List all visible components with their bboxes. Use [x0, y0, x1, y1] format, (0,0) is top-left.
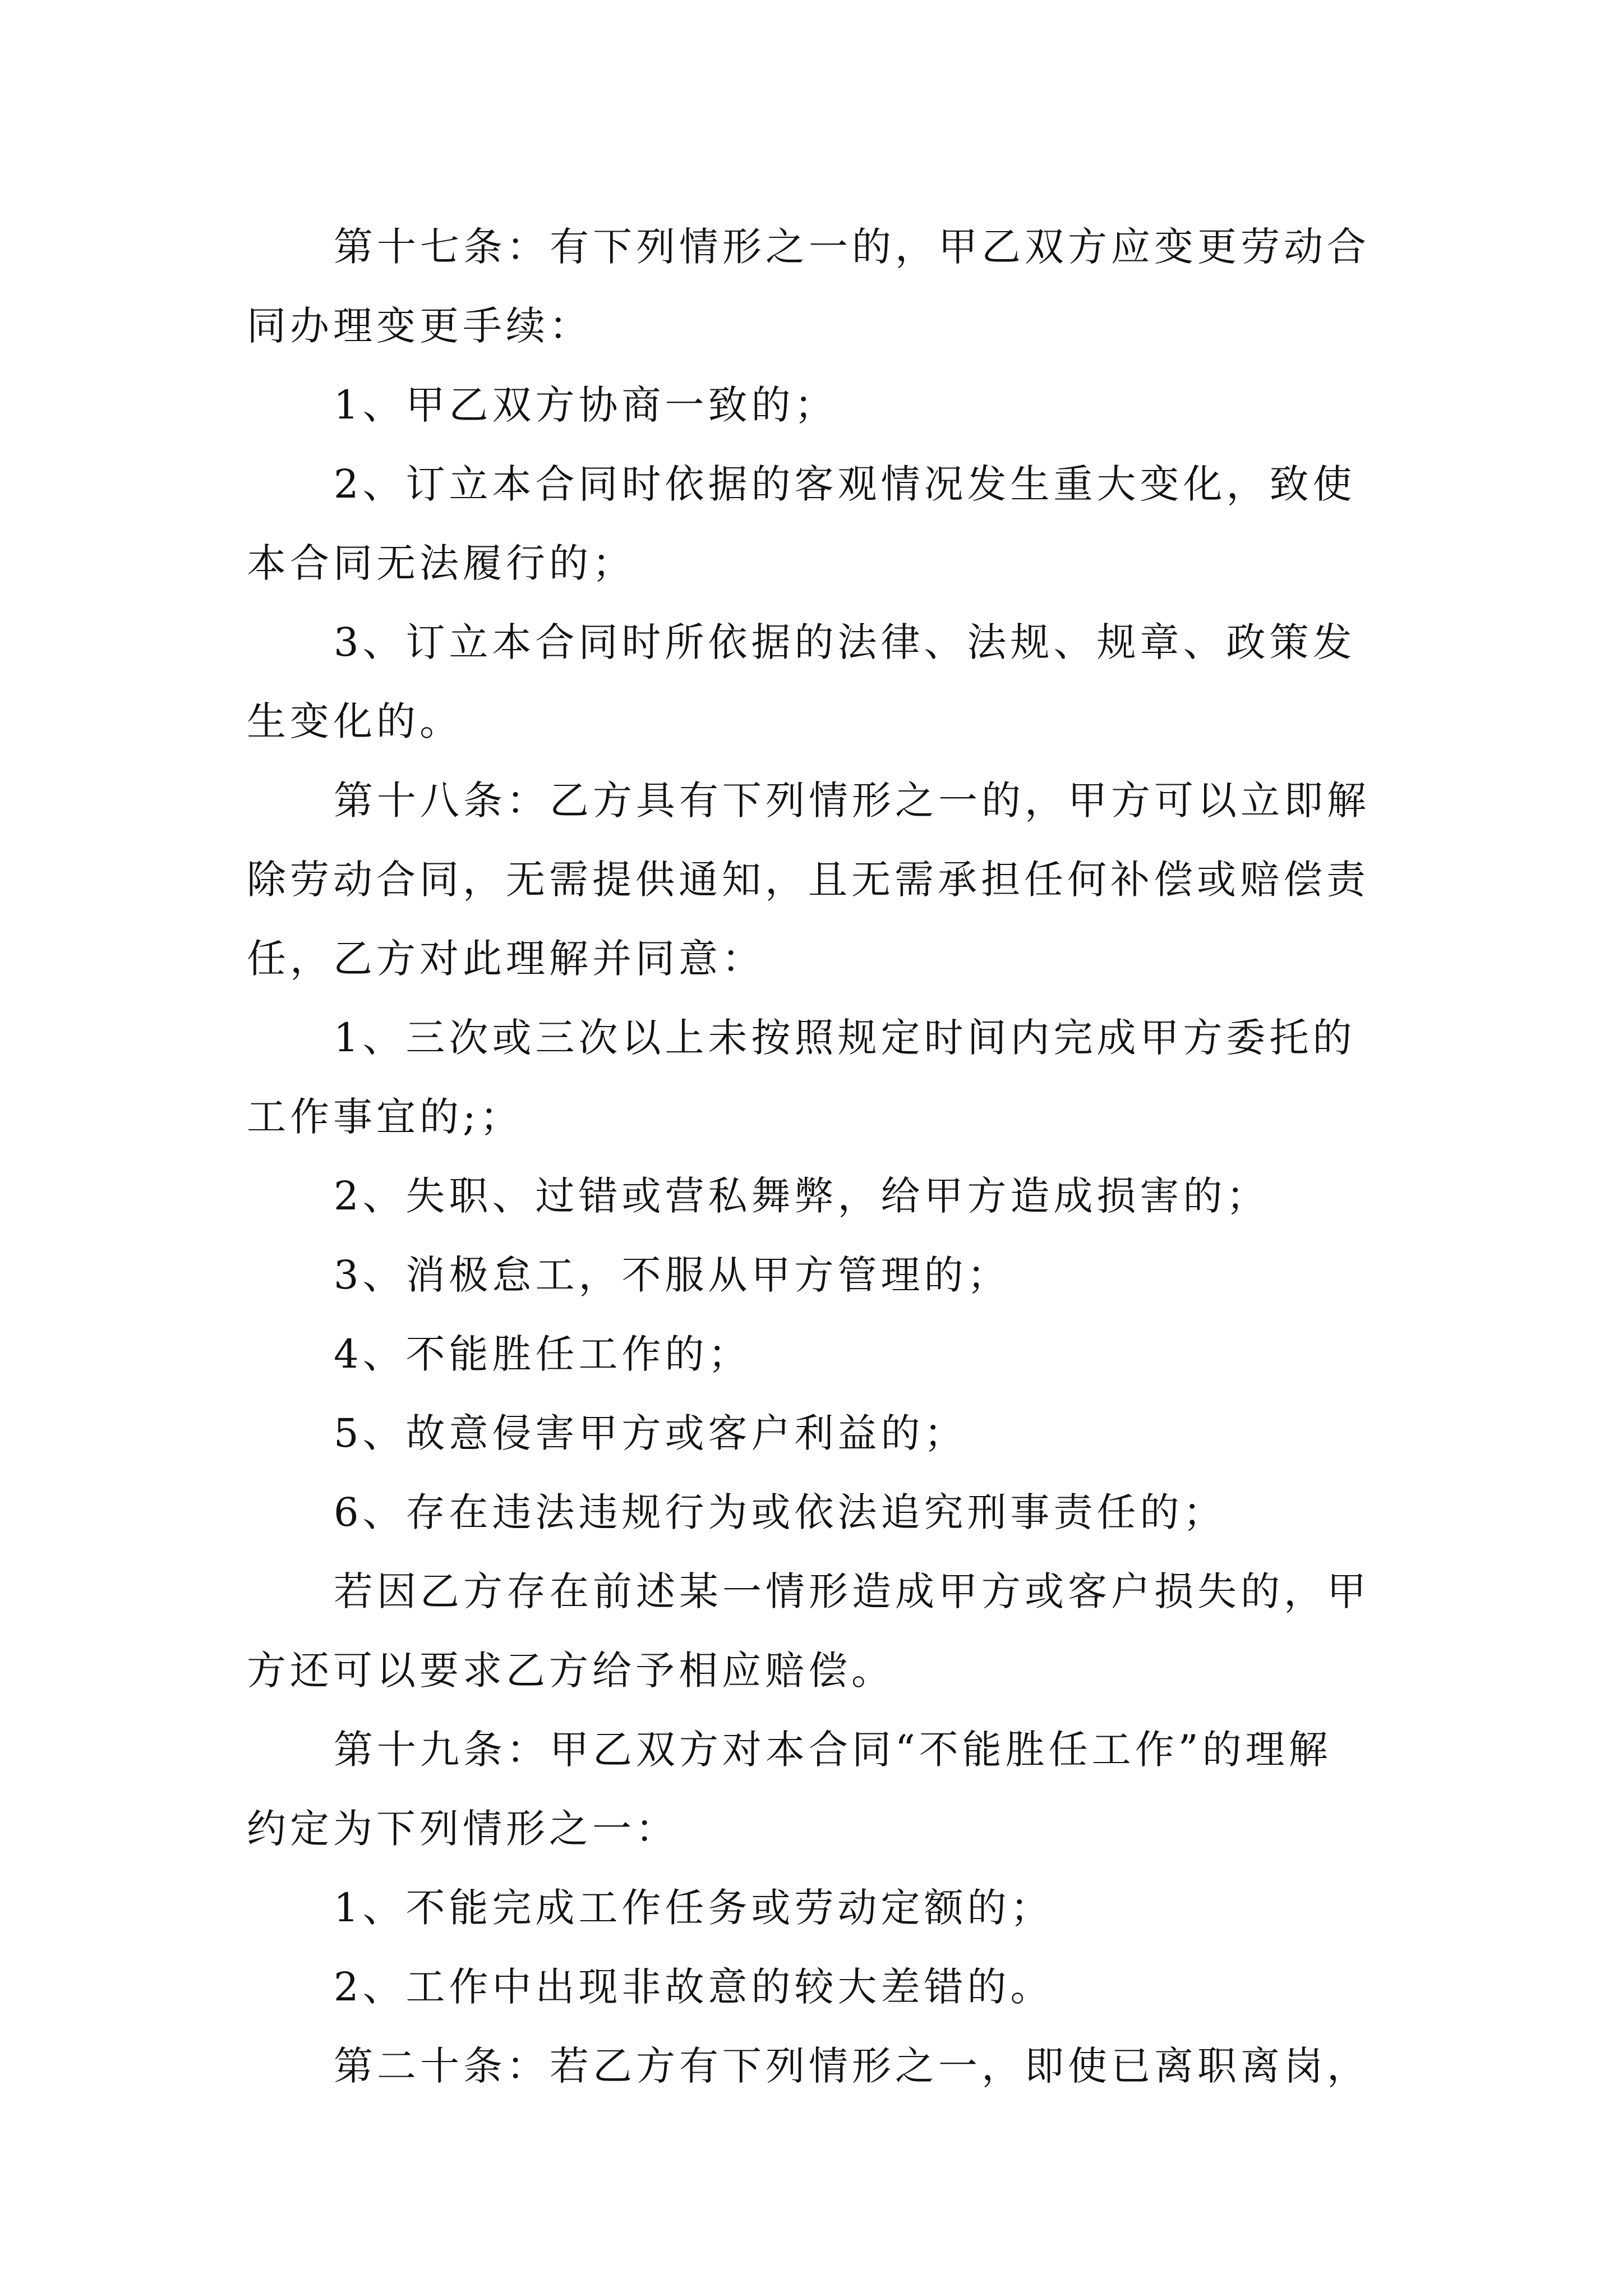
text-line: 5、故意侵害甲方或客户利益的；: [334, 1410, 967, 1456]
text-line: 同办理变更手续：: [247, 303, 592, 349]
text-line: 第十七条：有下列情形之一的，甲乙双方应变更劳动合: [334, 224, 1370, 270]
text-line: 3、订立本合同时所依据的法律、法规、规章、政策发: [334, 619, 1356, 665]
text-line: 2、工作中出现非故意的较大差错的。: [334, 1964, 1054, 2010]
text-line: 6、存在违法违规行为或依法追究刑事责任的；: [334, 1489, 1227, 1535]
text-line: 任，乙方对此理解并同意：: [247, 936, 765, 982]
text-line: 若因乙方存在前述某一情形造成甲方或客户损失的，甲: [334, 1568, 1370, 1614]
contract-text: [247, 208, 1380, 2106]
text-line: 生变化的。: [247, 698, 463, 744]
text-line: 第十八条：乙方具有下列情形之一的，甲方可以立即解: [334, 777, 1370, 823]
text-line: 工作事宜的;；: [247, 1094, 523, 1140]
text-line: 2、失职、过错或营私舞弊，给甲方造成损害的；: [334, 1173, 1270, 1219]
text-line: 4、不能胜任工作的；: [334, 1331, 751, 1377]
text-line: 本合同无法履行的；: [247, 540, 635, 586]
text-line: 2、订立本合同时依据的客观情况发生重大变化，致使: [334, 461, 1356, 507]
text-line: 约定为下列情形之一：: [247, 1806, 679, 1852]
text-line: 1、甲乙双方协商一致的；: [334, 382, 838, 428]
text-line: 除劳动合同，无需提供通知，且无需承担任何补偿或赔偿责: [247, 857, 1370, 903]
text-line: 1、三次或三次以上未按照规定时间内完成甲方委托的: [334, 1015, 1356, 1061]
text-line: 第二十条：若乙方有下列情形之一，即使已离职离岗，: [334, 2043, 1370, 2089]
text-line: 方还可以要求乙方给予相应赔偿。: [247, 1648, 895, 1694]
text-line: 3、消极怠工，不服从甲方管理的；: [334, 1252, 1011, 1298]
text-line: 第十九条：甲乙双方对本合同“不能胜任工作”的理解: [334, 1727, 1332, 1773]
text-line: 1、不能完成工作任务或劳动定额的；: [334, 1885, 1054, 1931]
